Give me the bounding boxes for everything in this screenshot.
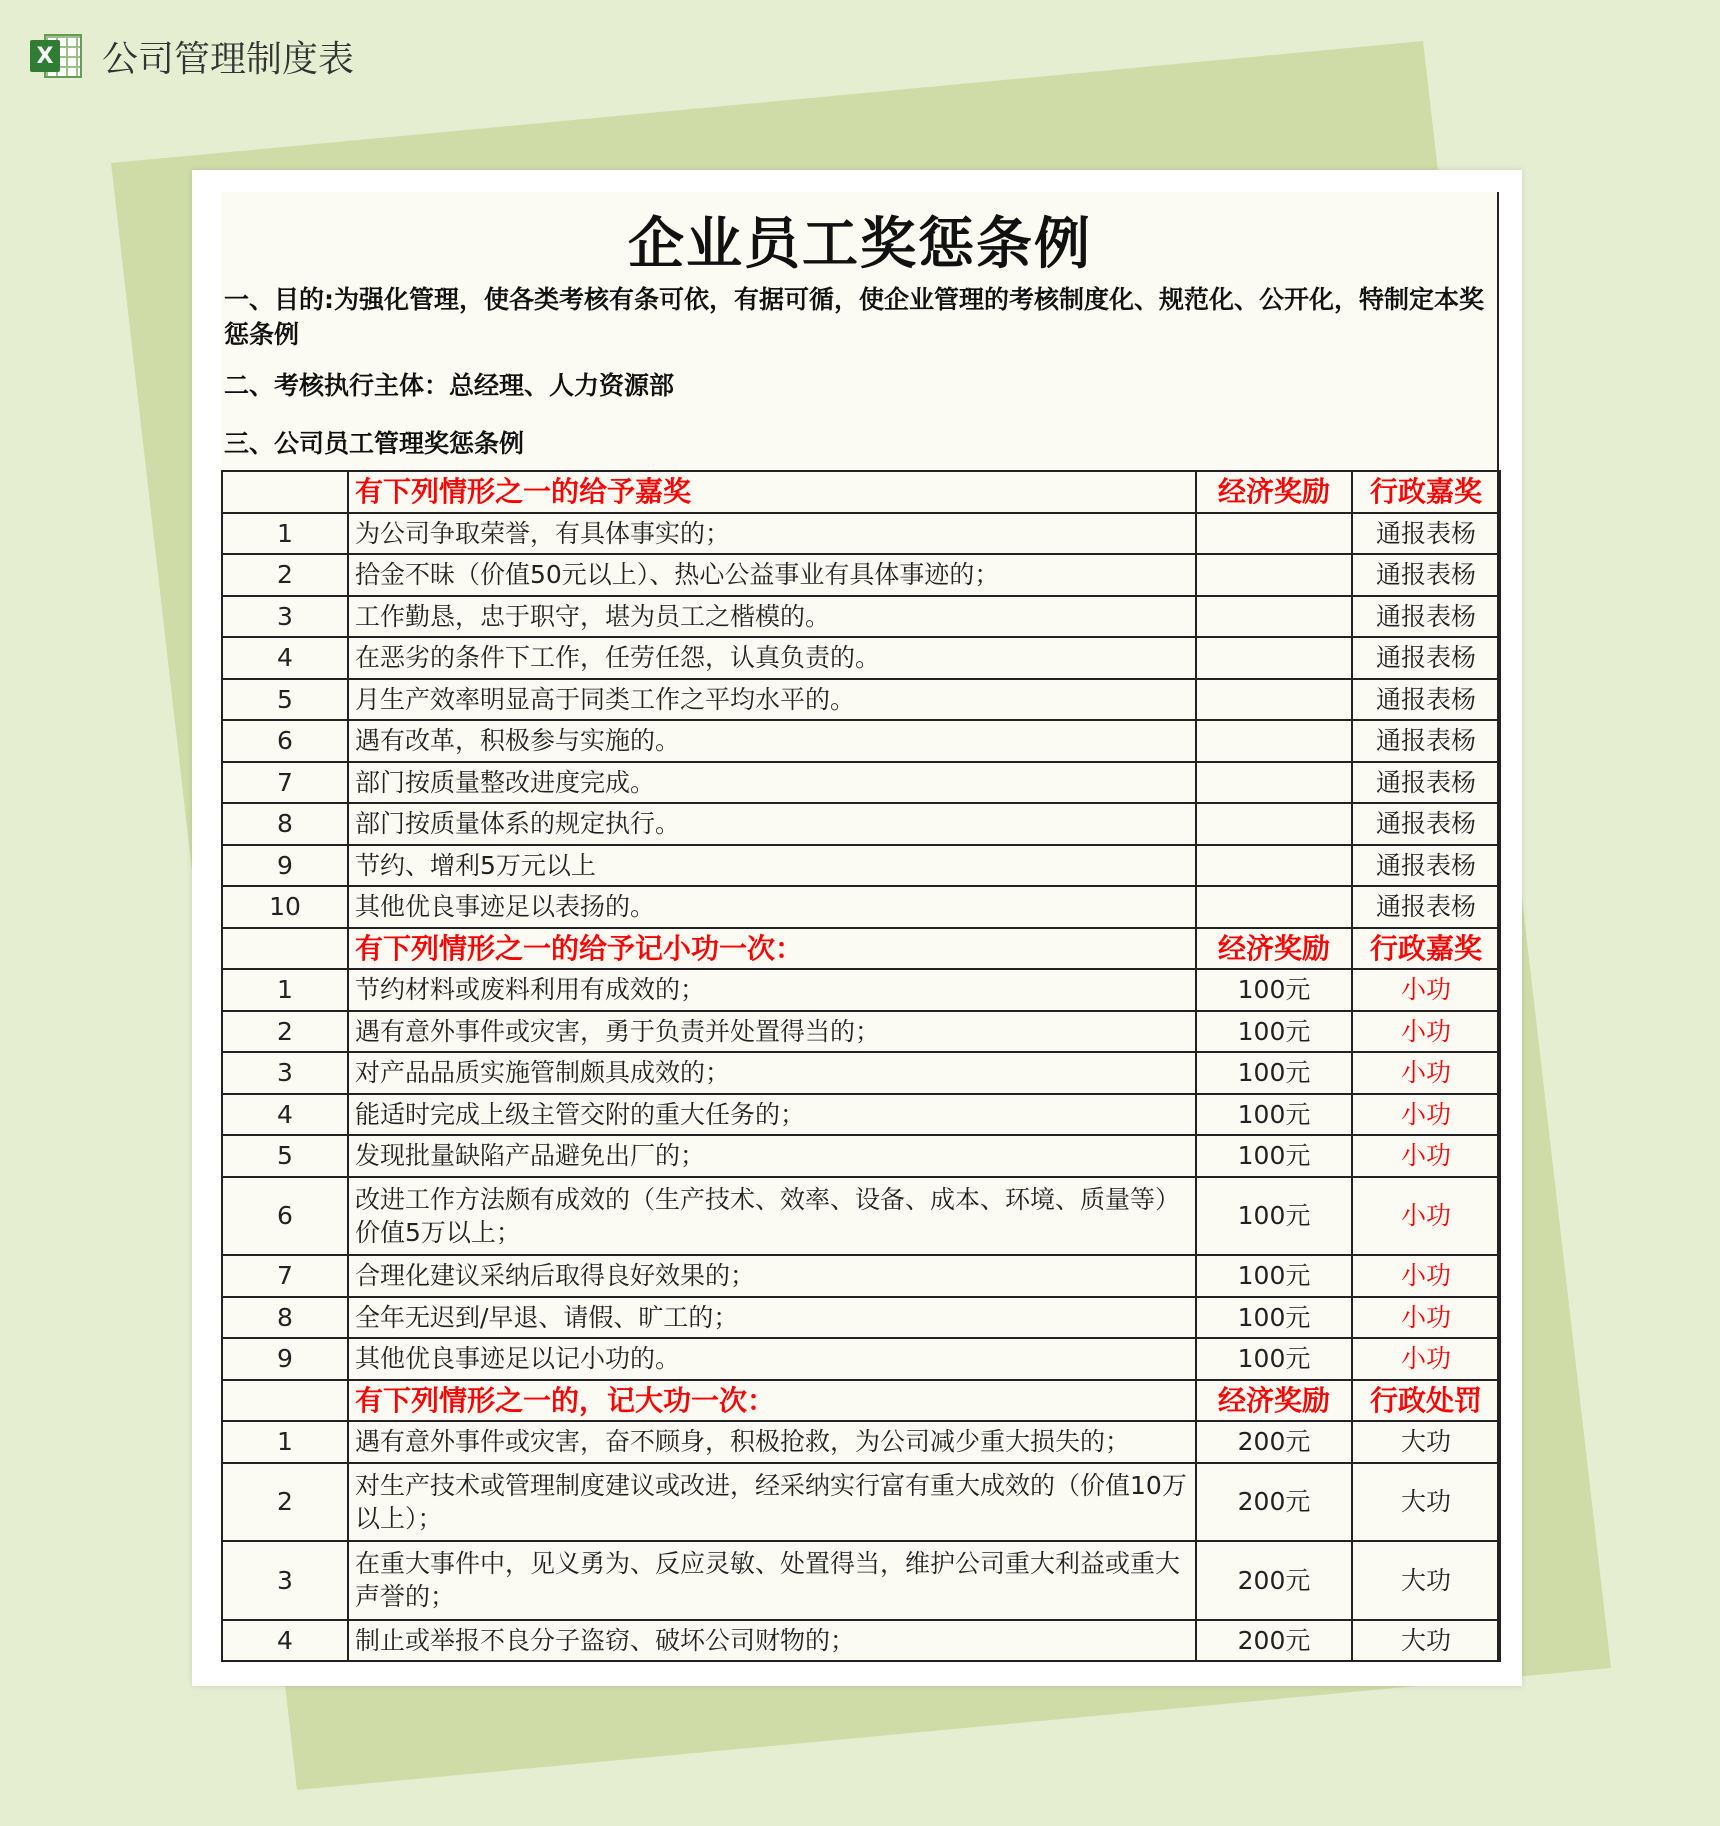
rule-text[interactable]: 节约材料或废料利用有成效的； — [348, 969, 1196, 1011]
reward-amount[interactable]: 100元 — [1196, 1011, 1352, 1053]
reward-amount[interactable]: 200元 — [1196, 1620, 1352, 1662]
administrative-action[interactable]: 大功 — [1352, 1541, 1500, 1620]
table-row — [222, 1255, 1500, 1297]
section-header-row — [222, 928, 1500, 970]
app-header — [30, 30, 354, 82]
administrative-action[interactable]: 通报表杨 — [1352, 845, 1500, 887]
administrative-action[interactable]: 通报表杨 — [1352, 679, 1500, 721]
rule-text[interactable]: 能适时完成上级主管交附的重大任务的； — [348, 1094, 1196, 1136]
table-row — [222, 969, 1500, 1011]
purpose-text: 一、目的:为强化管理，使各类考核有条可依，有据可循，使企业管理的考核制度化、规范化、公开化，特制定本奖惩条例 — [224, 285, 1485, 349]
administrative-action[interactable]: 大功 — [1352, 1463, 1500, 1542]
administrative-action[interactable]: 小功 — [1352, 1297, 1500, 1339]
table-row — [222, 886, 1500, 928]
table-row — [222, 803, 1500, 845]
row-number[interactable]: 4 — [222, 637, 348, 679]
reward-amount[interactable]: 200元 — [1196, 1541, 1352, 1620]
row-number[interactable]: 1 — [222, 1421, 348, 1463]
reward-amount[interactable]: 200元 — [1196, 1463, 1352, 1542]
table-row — [222, 1463, 1500, 1542]
section-header-row — [222, 1380, 1500, 1422]
reward-amount[interactable] — [1196, 596, 1352, 638]
administrative-action[interactable]: 通报表杨 — [1352, 637, 1500, 679]
rule-text[interactable]: 改进工作方法颇有成效的（生产技术、效率、设备、成本、环境、质量等）价值5万以上； — [348, 1177, 1196, 1256]
row-number[interactable]: 9 — [222, 1338, 348, 1380]
rule-text[interactable]: 对生产技术或管理制度建议或改进，经采纳实行富有重大成效的（价值10万以上）； — [348, 1463, 1196, 1542]
rule-text[interactable]: 其他优良事迹足以记小功的。 — [348, 1338, 1196, 1380]
table-row — [222, 596, 1500, 638]
row-number[interactable]: 7 — [222, 762, 348, 804]
empty-cell — [222, 471, 348, 513]
administrative-action[interactable]: 大功 — [1352, 1620, 1500, 1662]
rule-text[interactable]: 在恶劣的条件下工作，任劳任怨，认真负责的。 — [348, 637, 1196, 679]
rule-text[interactable]: 对产品品质实施管制颇具成效的； — [348, 1052, 1196, 1094]
rule-text[interactable]: 全年无迟到/早退、请假、旷工的； — [348, 1297, 1196, 1339]
administrative-action[interactable]: 通报表杨 — [1352, 762, 1500, 804]
row-number[interactable]: 5 — [222, 679, 348, 721]
rule-text[interactable]: 遇有改革，积极参与实施的。 — [348, 720, 1196, 762]
row-number[interactable]: 3 — [222, 1541, 348, 1620]
administrative-action[interactable]: 小功 — [1352, 1338, 1500, 1380]
reward-amount[interactable]: 100元 — [1196, 969, 1352, 1011]
row-number[interactable]: 4 — [222, 1094, 348, 1136]
table-row — [222, 1297, 1500, 1339]
reward-amount[interactable] — [1196, 803, 1352, 845]
reward-amount[interactable] — [1196, 762, 1352, 804]
column-header-economic[interactable]: 经济奖励 — [1196, 928, 1352, 970]
table-row — [222, 1135, 1500, 1177]
row-number[interactable]: 10 — [222, 886, 348, 928]
column-header-administrative[interactable]: 行政嘉奖 — [1352, 471, 1500, 513]
reward-amount[interactable] — [1196, 513, 1352, 555]
rule-text[interactable]: 月生产效率明显高于同类工作之平均水平的。 — [348, 679, 1196, 721]
row-number[interactable]: 5 — [222, 1135, 348, 1177]
rule-text[interactable]: 节约、增利5万元以上 — [348, 845, 1196, 887]
empty-cell — [222, 928, 348, 970]
reward-amount[interactable]: 100元 — [1196, 1297, 1352, 1339]
section-header-row — [222, 471, 1500, 513]
table-row — [222, 679, 1500, 721]
document-title: 企业员工奖惩条例 — [628, 211, 1092, 277]
reward-amount[interactable] — [1196, 554, 1352, 596]
rule-text[interactable]: 其他优良事迹足以表扬的。 — [348, 886, 1196, 928]
executor-text: 二、考核执行主体：总经理、人力资源部 — [224, 371, 675, 400]
reward-amount[interactable]: 100元 — [1196, 1255, 1352, 1297]
rule-text[interactable]: 部门按质量整改进度完成。 — [348, 762, 1196, 804]
table-row — [222, 1541, 1500, 1620]
row-number[interactable]: 9 — [222, 845, 348, 887]
section-heading[interactable]: 有下列情形之一的给予记小功一次： — [348, 928, 1196, 970]
reward-amount[interactable]: 100元 — [1196, 1135, 1352, 1177]
rule-text[interactable]: 部门按质量体系的规定执行。 — [348, 803, 1196, 845]
table-row — [222, 1620, 1500, 1662]
table-row — [222, 554, 1500, 596]
column-header-administrative[interactable]: 行政嘉奖 — [1352, 928, 1500, 970]
administrative-action[interactable]: 小功 — [1352, 1094, 1500, 1136]
table-row — [222, 720, 1500, 762]
reward-amount[interactable] — [1196, 637, 1352, 679]
excel-icon: X — [30, 30, 84, 82]
app-title: 公司管理制度表 — [102, 38, 355, 80]
section-heading[interactable]: 有下列情形之一的，记大功一次： — [348, 1380, 1196, 1422]
table-row — [222, 845, 1500, 887]
reward-amount[interactable]: 100元 — [1196, 1052, 1352, 1094]
table-row — [222, 1052, 1500, 1094]
section-heading[interactable]: 有下列情形之一的给予嘉奖 — [348, 471, 1196, 513]
administrative-action[interactable]: 小功 — [1352, 969, 1500, 1011]
rule-text[interactable]: 合理化建议采纳后取得良好效果的； — [348, 1255, 1196, 1297]
reward-amount[interactable] — [1196, 720, 1352, 762]
row-number[interactable]: 8 — [222, 1297, 348, 1339]
administrative-action[interactable]: 小功 — [1352, 1052, 1500, 1094]
rule-text[interactable]: 制止或举报不良分子盗窃、破坏公司财物的； — [348, 1620, 1196, 1662]
administrative-action[interactable]: 通报表杨 — [1352, 886, 1500, 928]
table-row — [222, 1338, 1500, 1380]
row-number[interactable]: 8 — [222, 803, 348, 845]
reward-amount[interactable] — [1196, 886, 1352, 928]
empty-cell — [222, 1380, 348, 1422]
table-row — [222, 1094, 1500, 1136]
reward-amount[interactable]: 200元 — [1196, 1421, 1352, 1463]
section-3-heading: 三、公司员工管理奖惩条例 — [224, 429, 525, 458]
rules-table — [221, 470, 1501, 1662]
row-number[interactable]: 2 — [222, 1011, 348, 1053]
table-row — [222, 1421, 1500, 1463]
reward-amount[interactable]: 100元 — [1196, 1177, 1352, 1256]
rule-text[interactable]: 发现批量缺陷产品避免出厂的； — [348, 1135, 1196, 1177]
administrative-action[interactable]: 小功 — [1352, 1177, 1500, 1256]
row-number[interactable]: 6 — [222, 1177, 348, 1256]
column-header-economic[interactable]: 经济奖励 — [1196, 471, 1352, 513]
rule-text[interactable]: 工作勤恳，忠于职守，堪为员工之楷模的。 — [348, 596, 1196, 638]
row-number[interactable]: 4 — [222, 1620, 348, 1662]
row-number[interactable]: 2 — [222, 554, 348, 596]
row-number[interactable]: 7 — [222, 1255, 348, 1297]
administrative-action[interactable]: 通报表杨 — [1352, 720, 1500, 762]
administrative-action[interactable]: 通报表杨 — [1352, 554, 1500, 596]
rule-text[interactable]: 在重大事件中，见义勇为、反应灵敏、处置得当，维护公司重大利益或重大声誉的； — [348, 1541, 1196, 1620]
administrative-action[interactable]: 通报表杨 — [1352, 596, 1500, 638]
table-row — [222, 1177, 1500, 1256]
row-number[interactable]: 1 — [222, 513, 348, 555]
rule-text[interactable]: 遇有意外事件或灾害，勇于负责并处置得当的； — [348, 1011, 1196, 1053]
row-number[interactable]: 2 — [222, 1463, 348, 1542]
table-row — [222, 513, 1500, 555]
rule-text[interactable]: 为公司争取荣誉，有具体事实的； — [348, 513, 1196, 555]
table-row — [222, 1011, 1500, 1053]
row-number[interactable]: 3 — [222, 596, 348, 638]
row-number[interactable]: 6 — [222, 720, 348, 762]
administrative-action[interactable]: 小功 — [1352, 1135, 1500, 1177]
administrative-action[interactable]: 通报表杨 — [1352, 513, 1500, 555]
column-header-administrative[interactable]: 行政处罚 — [1352, 1380, 1500, 1422]
rule-text[interactable]: 拾金不昧（价值50元以上）、热心公益事业有具体事迹的； — [348, 554, 1196, 596]
administrative-action[interactable]: 通报表杨 — [1352, 803, 1500, 845]
column-header-economic[interactable]: 经济奖励 — [1196, 1380, 1352, 1422]
table-row — [222, 637, 1500, 679]
rule-text[interactable]: 遇有意外事件或灾害，奋不顾身，积极抢救，为公司减少重大损失的； — [348, 1421, 1196, 1463]
row-number[interactable]: 3 — [222, 1052, 348, 1094]
administrative-action[interactable]: 大功 — [1352, 1421, 1500, 1463]
reward-amount[interactable] — [1196, 679, 1352, 721]
reward-amount[interactable] — [1196, 845, 1352, 887]
reward-amount[interactable]: 100元 — [1196, 1094, 1352, 1136]
table-row — [222, 762, 1500, 804]
administrative-action[interactable]: 小功 — [1352, 1011, 1500, 1053]
reward-amount[interactable]: 100元 — [1196, 1338, 1352, 1380]
administrative-action[interactable]: 小功 — [1352, 1255, 1500, 1297]
row-number[interactable]: 1 — [222, 969, 348, 1011]
